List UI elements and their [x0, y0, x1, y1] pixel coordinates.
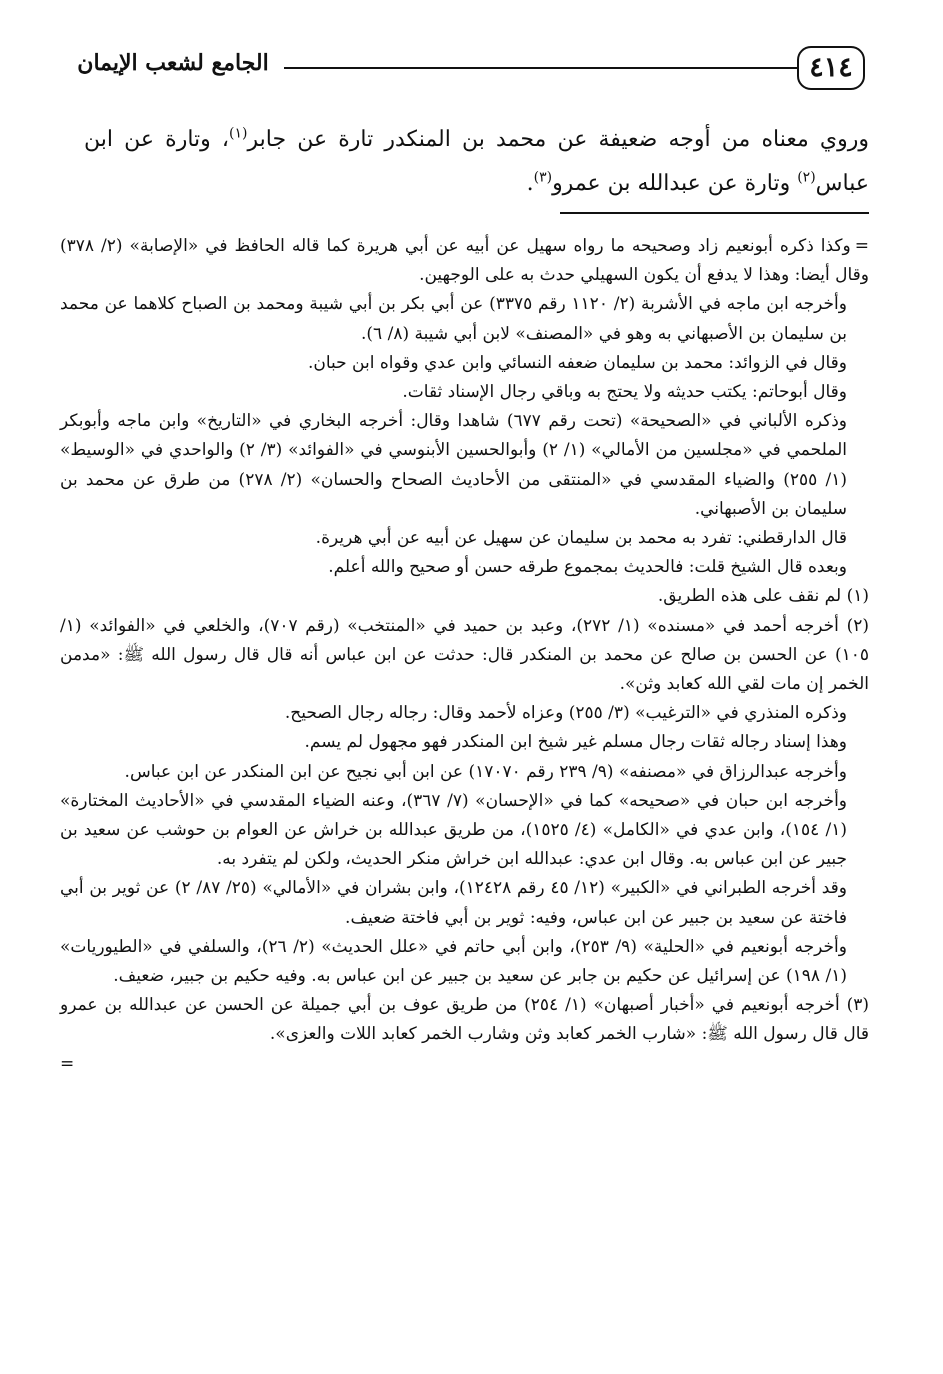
footnote-2-paragraph: وهذا إسناد رجاله ثقات رجال مسلم غير شيخ ابن المنكدر فهو مجهول لم يسم. [304, 732, 847, 753]
footnote-continuation-paragraph: وقال أبوحاتم: يكتب حديثه ولا يحتج به وباقي رجال الإسناد ثقات. [402, 382, 847, 403]
footnote-ref-3: (٣) [533, 169, 553, 186]
footnote-ref-2: (٢) [797, 169, 816, 186]
footnote-continuation-paragraph: وقال في الزوائد: محمد بن سليمان ضعفه النسائي وابن عدي وقواه ابن حبان. [307, 352, 847, 373]
footnote-ref-1: (١) [229, 125, 248, 142]
footnote-2-paragraph: وأخرجه عبدالرزاق في «مصنفه» (٩/ ٢٣٩ رقم ١٧٠٧٠) عن ابن أبي نجيح عن ابن المنكدر عن ابن عباس. [124, 761, 847, 782]
footnote-3: (٣) أخرجه أبونعيم في «أخبار أصبهان» (١/ ٢٥٤) من طريق عوف بن أبي جميلة عن الحسن عن عبدالله بن عمرو قال قال رسول الله ﷺ: «شارب الخمر كعابد وثن وشارب الخمر كعابد اللات والعزى». [60, 995, 869, 1045]
main-text-part1: وروي معناه من أوجه ضعيفة عن محمد بن المنكدر تارة عن جابر [247, 127, 869, 152]
main-text [84, 118, 869, 206]
main-text-part3: وتارة عن عبدالله بن عمرو [552, 171, 798, 196]
footnotes [60, 232, 869, 1079]
main-paragraph [84, 118, 869, 206]
footnote-end-mark: = [60, 1053, 75, 1074]
footnote-2-paragraph: وأخرجه أبونعيم في «الحلية» (٩/ ٢٥٣)، وابن أبي حاتم في «علل الحديث» (٢/ ٢٦)، والسلفي في «الطيوريات» (١/ ١٩٨) عن إسرائيل عن حكيم بن جابر عن سعيد بن جبير عن ابن عباس به. وفيه حكيم بن جبير، ضعيف. [60, 936, 847, 987]
book-title: الجامع لشعب الإيمان [77, 50, 269, 76]
main-text-part2: ، وتارة عن ابن عباس [84, 127, 869, 196]
page-number: ٤١٤ [797, 46, 865, 90]
footnote-2-paragraph: وأخرجه ابن حبان في «صحيحه» كما في «الإحسان» (٧/ ٣٦٧)، وعنه الضياء المقدسي في «الأحاديث المختارة» (١/ ١٥٤)، وابن عدي في «الكامل» (٤/ ١٥٢٥)، من طريق عبدالله بن خراش عن العوام بن حوشب عن سعيد بن جبير عن ابن عباس به. وقال ابن عدي: عبدالله ابن خراش منكر الحديث، ولكن لم يتفرد به. [60, 790, 848, 870]
continuation-line: وكذا ذكره أبونعيم زاد وصحيحه ما رواه سهيل عن أبيه عن أبي هريرة كما قاله الحافظ في «الإصابة» (٢/ ٣٧٨) وقال أيضا: وهذا لا يدفع أن يكون السهيلي حدث به على الوجهين. [60, 236, 869, 286]
header-rule [284, 67, 797, 69]
footnote-continuation-paragraph: وذكره الألباني في «الصحيحة» (تحت رقم ٦٧٧) شاهدا وقال: أخرجه البخاري في «التاريخ» وابن ماجه وأبوبكر الملحمي في «مجلسين من الأمالي» (١/ ٢) وأبوالحسين الأبنوسي في «الفوائد» (٣/ ٢) والواحدي في «الوسيط» (١/ ٢٥٥) والضياء المقدسي في «المنتقى من الأحاديث الصحاح والحسان» (٢/ ٢٧٨) من طرق عن محمد بن سليمان بن الأصبهاني. [60, 411, 848, 519]
footnote-separator [560, 212, 869, 214]
footnote-continuation-paragraph: قال الدارقطني: تفرد به محمد بن سليمان عن سهيل عن أبيه عن أبي هريرة. [315, 528, 847, 549]
main-text-part4: . [526, 171, 534, 196]
footnote-2: (٢) أخرجه أحمد في «مسنده» (١/ ٢٧٢)، وعبد بن حميد في «المنتخب» (رقم ٧٠٧)، والخلعي في «الفوائد» (١/ ١٠٥) عن الحسن بن صالح عن محمد بن المنكدر قال: حدثت عن ابن عباس أنه قال قال رسول الله ﷺ: «مدمن الخمر إن مات لقي الله كعابد وثن». [60, 615, 869, 695]
footnote-1: (١) لم نقف على هذه الطريق. [657, 586, 869, 607]
footnote-2-paragraph: وقد أخرجه الطبراني في «الكبير» (١٢/ ٤٥ رقم ١٢٤٢٨)، وابن بشران في «الأمالي» (٢٥/ ٨٧/ ٢) عن ثوير بن أبي فاختة عن سعيد بن جبير عن ابن عباس، وفيه: ثوير بن أبي فاختة ضعيف. [60, 878, 847, 928]
footnote-continuation [60, 232, 869, 290]
continuation-mark: = [854, 236, 869, 256]
page-header [0, 46, 943, 106]
footnote-2-paragraph: وذكره المنذري في «الترغيب» (٣/ ٢٥٥) وعزاه لأحمد وقال: رجاله رجال الصحيح. [284, 703, 847, 724]
footnote-continuation-paragraph: وأخرجه ابن ماجه في الأشربة (٢/ ١١٢٠ رقم ٣٣٧٥) عن أبي بكر بن أبي شيبة ومحمد بن الصباح كلاهما عن محمد بن سليمان بن الأصبهاني به وهو في «المصنف» لابن أبي شيبة (٨/ ٦). [60, 294, 847, 344]
footnote-continuation-paragraph: وبعده قال الشيخ قلت: فالحديث بمجموع طرقه حسن أو صحيح والله أعلم. [328, 557, 847, 578]
